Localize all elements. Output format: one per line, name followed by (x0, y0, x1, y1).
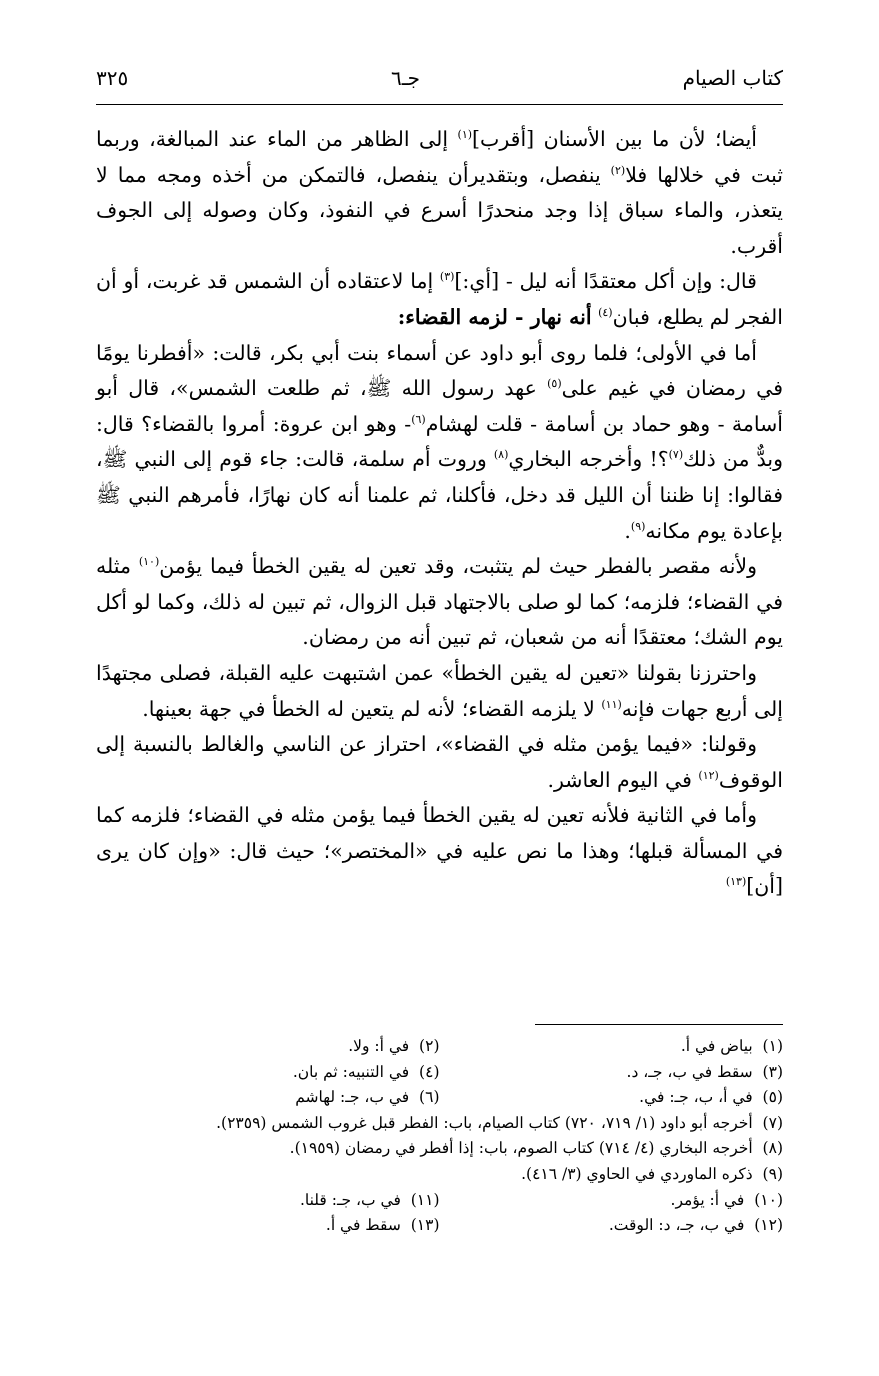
footnote-ref: (٩) (630, 519, 646, 533)
footnote: (١) بياض في أ. (680, 1037, 783, 1055)
footnote: (١٣) سقط في أ. (325, 1216, 440, 1235)
footnote: (٣) سقط في ب، جـ، د. (626, 1062, 783, 1081)
main-text (96, 122, 783, 905)
footnote: (٥) في أ، ب، جـ: في. (639, 1088, 783, 1107)
footnotes (96, 1034, 783, 1239)
footnote: (١٢) في ب، جـ، د: الوقت. (608, 1216, 783, 1235)
paragraph: وأما في الثانية فلأنه تعين له يقين الخطأ فيما يؤمن مثله في القضاء؛ فلزمه كما في المسألة قبلها؛ وهذا ما نص عليه في «المختصر»؛ حيث قال: «وإن كان يرى [أن]$^{(١٣)}$ (96, 803, 783, 899)
volume-label: جـ٦ (390, 66, 420, 90)
footnote: (٤) في التنبيه: ثم بان. (292, 1062, 440, 1081)
footnote-ref: (٣) (439, 270, 455, 284)
footnote-ref: (٢) (610, 163, 626, 177)
paragraph: ولأنه مقصر بالفطر حيث لم يتثبت، وقد تعين له يقين الخطأ فيما يؤمن$^{(١٠)}$ مثله في القضاء؛ فلزمه؛ كما لو صلى بالاجتهاد قبل الزوال، ثم تبين له ذلك، وكما لو أكل يوم الشك؛ معتقدًا أنه من شعبان، ثم تبين أنه من رمضان. (96, 554, 783, 650)
footnote-ref: (١١) (601, 697, 622, 711)
footnote-ref: (٧) (668, 448, 684, 462)
footnote-ref: (١٣) (725, 875, 747, 889)
footnote-ref: (١٢) (698, 768, 719, 782)
footnote-ref: (٤) (598, 306, 613, 320)
paragraph: وقولنا: «فيما يؤمن مثله في القضاء»، احتراز عن الناسي والغالط بالنسبة إلى الوقوف$^{(١٢)}$ في اليوم العاشر. (96, 732, 783, 792)
paragraph: أيضا؛ لأن ما بين الأسنان [أقرب]$^{(١)}$ إلى الظاهر من الماء عند المبالغة، وربما ثبت في خلالها فلا$^{(٢)}$ ينفصل، وبتقديرأن ينفصل، فالتمكن من أخذه ومجه مما لا يتعذر، والماء سباق إذا وجد منحدرًا أسرع في النفوذ، وكان وصوله إلى الجوف أقرب. (96, 127, 783, 258)
footnote: (١١) في ب، جـ: قلنا. (299, 1190, 440, 1209)
footnote: (٢) في أ: ولا. (348, 1037, 440, 1055)
footnote: (٨) أخرجه البخاري (٤/ ٧١٤) كتاب الصوم، باب: إذا أفطر في رمضان (١٩٥٩). (289, 1139, 783, 1158)
footnote: (٩) ذكره الماوردي في الحاوي (٣/ ٤١٦). (521, 1164, 783, 1183)
running-header (96, 58, 783, 98)
footnote-ref: (١) (457, 128, 473, 142)
footnote-separator (535, 1024, 783, 1025)
bold-phrase: أنه نهار - لزمه القضاء: (397, 304, 592, 329)
paragraph: واحترزنا بقولنا «تعين له يقين الخطأ» عمن اشتبهت عليه القبلة، فصلى مجتهدًا إلى أربع جهات فإنه$^{(١١)}$ لا يلزمه القضاء؛ لأنه لم يتعين له الخطأ في جهة بعينها. (96, 660, 783, 721)
footnote: (١٠) في أ: يؤمر. (670, 1190, 783, 1209)
paragraph: قال: وإن أكل معتقدًا أنه ليل - [أي:]$^{(٣)}$ إما لاعتقاده أن الشمس قد غربت، أو أن الفجر لم يطلع، فبان$^{(٤)}$ أنه نهار - لزمه القضاء: (96, 269, 783, 329)
footnote-ref: (٥) (547, 377, 562, 391)
paragraph: أما في الأولى؛ فلما روى أبو داود عن أسماء بنت أبي بكر، قالت: «أفطرنا يومًا في رمضان في غيم على$^{(٥)}$ عهد رسول الله ﷺ، ثم طلعت الشمس»، قال أبو أسامة - وهو حماد بن أسامة - قلت لهشام$^{(٦)}$- وهو ابن عروة: أمروا بالقضاء؟ قال: وبدٌّ من ذلك$^{(٧)}$؟! وأخرجه البخاري$^{(٨)}$ وروت أم سلمة، قالت: جاء قوم إلى النبي ﷺ، فقالوا: إنا ظننا أن الليل قد دخل، فأكلنا، ثم علمنا أنه كان نهارًا، فأمرهم النبي ﷺ بإعادة يوم مكانه$^{(٩)}$. (96, 340, 784, 543)
footnote-ref: (٨) (493, 448, 509, 462)
footnote: (٧) أخرجه أبو داود (١/ ٧١٩، ٧٢٠) كتاب الصيام، باب: الفطر قبل غروب الشمس (٢٣٥٩). (216, 1113, 783, 1132)
footnote: (٦) في ب، جـ: لهاشم (295, 1088, 440, 1107)
footnote-ref: (١٠) (138, 555, 160, 569)
header-rule (96, 104, 783, 105)
footnote-ref: (٦) (411, 412, 426, 426)
book-title: كتاب الصيام (682, 66, 783, 90)
page-number: ٣٢٥ (96, 66, 129, 90)
